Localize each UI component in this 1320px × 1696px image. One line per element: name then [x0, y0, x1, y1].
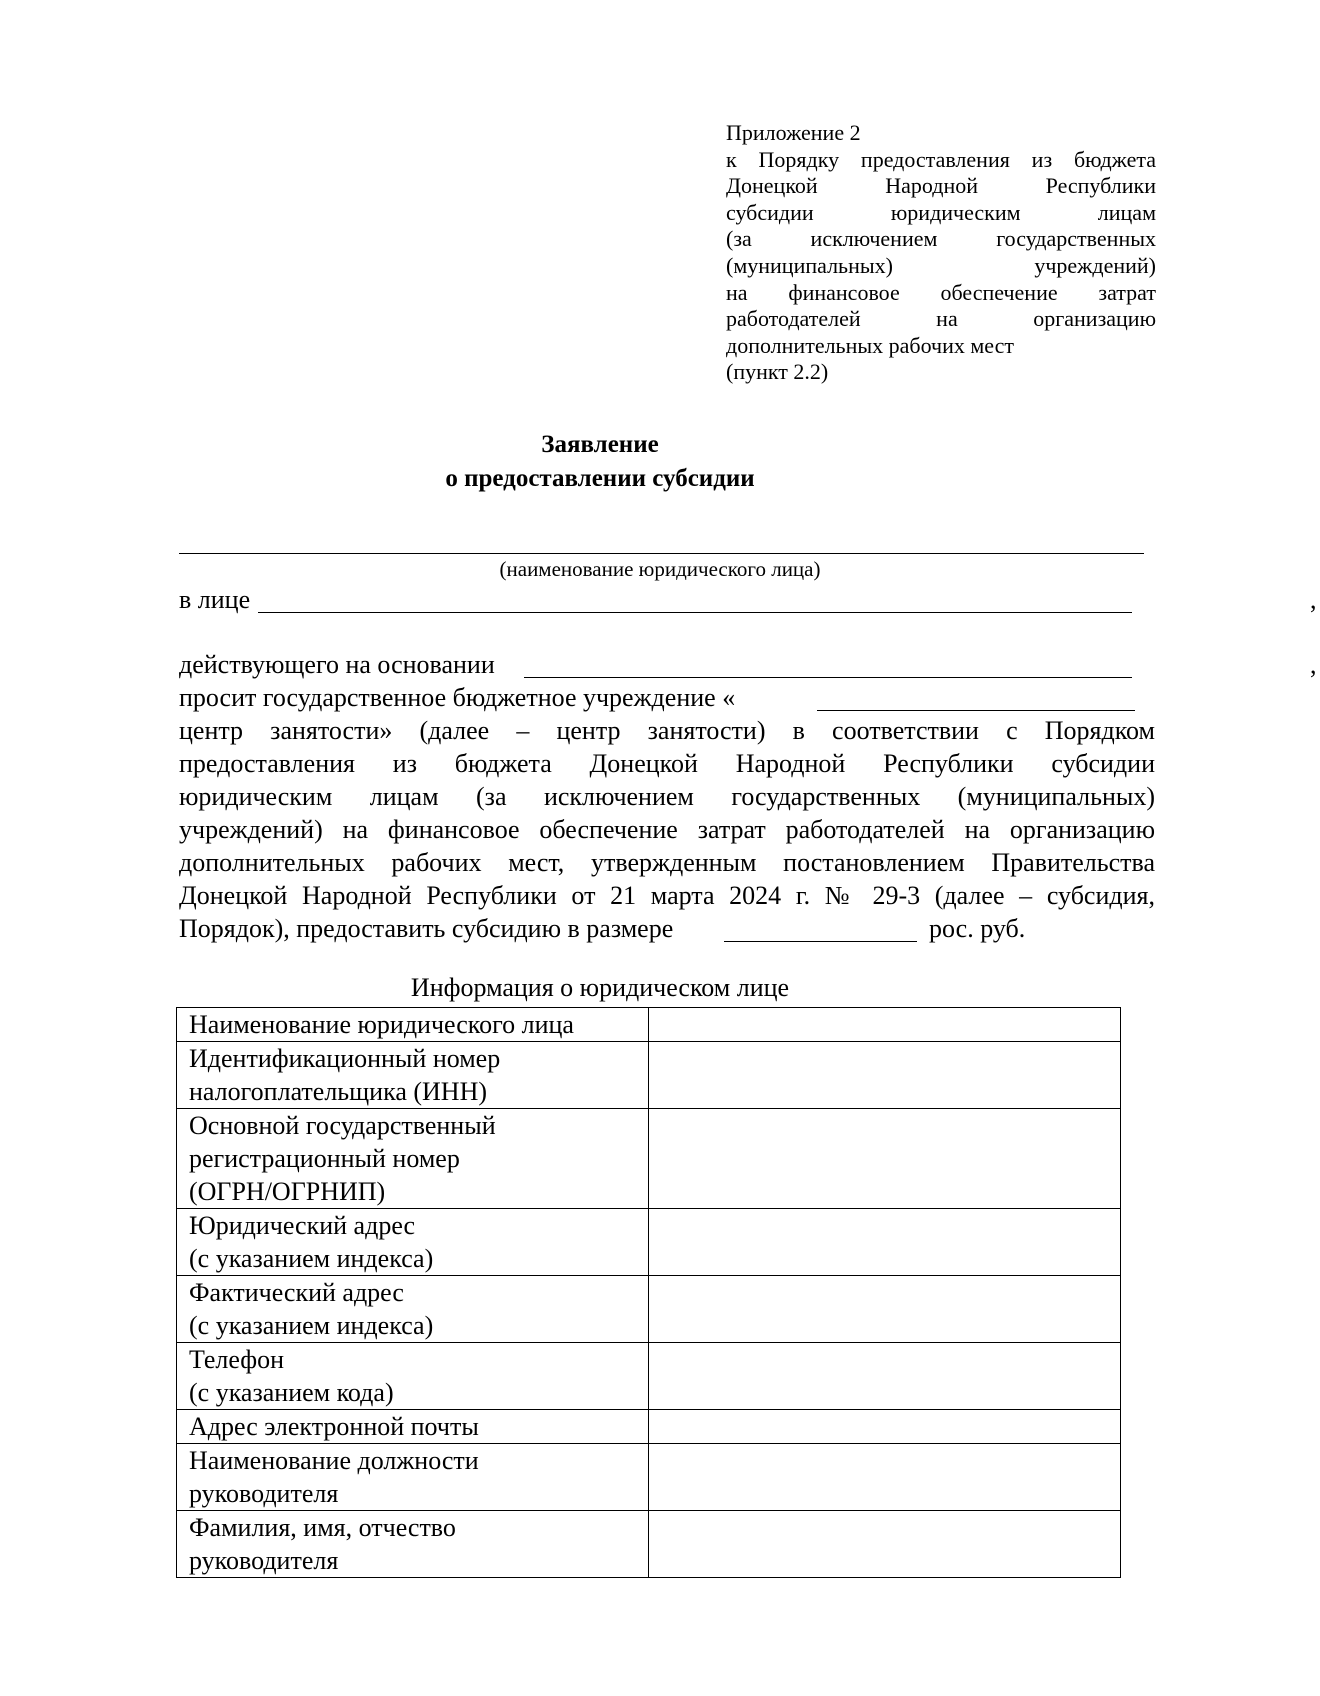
table-value-cell[interactable] [649, 1410, 1121, 1444]
appendix-line: к Порядку предоставления из бюджета [726, 146, 1156, 172]
table-row [177, 1109, 1121, 1209]
document-subtitle: о предоставлении субсидии [445, 465, 755, 492]
appendix-line: работодателей на организацию [726, 306, 1156, 332]
acting-basis-label: действующего на основании [179, 650, 495, 679]
table-value-cell[interactable] [649, 1444, 1121, 1511]
table-label-cell [177, 1444, 649, 1511]
currency-label: рос. руб. [929, 914, 1026, 943]
table-label-cell [177, 1109, 649, 1209]
table-label-cell [177, 1276, 649, 1343]
body-line-last [179, 912, 1155, 945]
appendix-line: Донецкой Народной Республики [726, 173, 1156, 199]
table-label-text: Телефон [189, 1345, 285, 1374]
appendix-line: (муниципальных) учреждений) [726, 252, 1156, 278]
acting-basis-line[interactable] [524, 677, 1132, 678]
table-value-cell[interactable] [649, 1008, 1121, 1042]
table-label-text: Основной государственный [189, 1111, 496, 1140]
table-value-cell[interactable] [649, 1511, 1121, 1578]
table-row [177, 1444, 1121, 1511]
represented-by-label: в лице [179, 585, 251, 614]
appendix-line: на финансовое обеспечение затрат [726, 279, 1156, 305]
table-label-text: (ОГРН/ОГРНИП) [189, 1177, 386, 1206]
table-label-text: Фактический адрес [189, 1278, 404, 1307]
employment-center-name-line[interactable] [817, 710, 1135, 711]
body-text: Порядок), предоставить субсидию в размере [179, 914, 674, 943]
table-row [177, 1209, 1121, 1276]
table-value-cell[interactable] [649, 1042, 1121, 1109]
table-value-cell[interactable] [649, 1343, 1121, 1410]
table-label-text: (с указанием индекса) [189, 1244, 434, 1273]
appendix-line: дополнительных рабочих мест [726, 332, 1014, 358]
table-label-text: налогоплательщика (ИНН) [189, 1077, 488, 1106]
table-label-text: руководителя [189, 1479, 339, 1508]
table-value-cell[interactable] [649, 1109, 1121, 1209]
table-value-cell[interactable] [649, 1276, 1121, 1343]
body-line: центр занятости» (далее – центр занятости) в соответствии с Порядком [179, 716, 1155, 745]
table-row [177, 1042, 1121, 1109]
body-line: учреждений) на финансовое обеспечение затрат работодателей на организацию [179, 815, 1155, 844]
table-label-cell [177, 1209, 649, 1276]
table-row [177, 1410, 1121, 1444]
table-row [177, 1008, 1121, 1042]
table-label-cell [177, 1042, 649, 1109]
appendix-line: (за исключением государственных [726, 226, 1156, 252]
table-label-text: руководителя [189, 1546, 339, 1575]
body-text: просит государственное бюджетное учреждение « [179, 683, 736, 712]
table-label-cell [177, 1343, 649, 1410]
table-row [177, 1276, 1121, 1343]
table-label-text: регистрационный номер [189, 1144, 460, 1173]
table-label-text: Наименование должности [189, 1446, 479, 1475]
body-line: Донецкой Народной Республики от 21 марта 2024 г. № 29-3 (далее – субсидия, [179, 881, 1155, 910]
legal-entity-info-table [176, 1007, 1121, 1578]
table-label-text: (с указанием индекса) [189, 1311, 434, 1340]
legal-entity-name-line[interactable] [179, 553, 1144, 554]
appendix-line: Приложение 2 [726, 120, 861, 145]
appendix-line: (пункт 2.2) [726, 359, 829, 385]
table-row [177, 1511, 1121, 1578]
table-label-text: Юридический адрес [189, 1211, 416, 1240]
table-value-cell[interactable] [649, 1209, 1121, 1276]
body-line: дополнительных рабочих мест, утвержденным постановлением Правительства [179, 848, 1155, 877]
table-label-text: Адрес электронной почты [189, 1412, 479, 1441]
table-label-text: Фамилия, имя, отчество [189, 1513, 456, 1542]
appendix-line: субсидии юридическим лицам [726, 199, 1156, 225]
body-line: юридическим лицам (за исключением государственных (муниципальных) [179, 782, 1155, 811]
represented-by-line[interactable] [258, 612, 1132, 613]
appendix-block [726, 120, 1156, 386]
table-label-text: Идентификационный номер [189, 1044, 501, 1073]
subsidy-amount-line[interactable] [724, 941, 917, 942]
table-label-cell [177, 1008, 649, 1042]
comma: , [1310, 585, 1317, 614]
body-line: предоставления из бюджета Донецкой Народной Республики субсидии [179, 749, 1155, 778]
table-label-text: Наименование юридического лица [189, 1010, 574, 1039]
table-caption: Информация о юридическом лице [410, 973, 790, 1002]
document-title: Заявление [541, 431, 659, 458]
comma: , [1310, 650, 1317, 679]
legal-entity-caption: (наименование юридического лица) [499, 557, 821, 581]
table-row [177, 1343, 1121, 1410]
table-label-text: (с указанием кода) [189, 1378, 394, 1407]
table-label-cell [177, 1410, 649, 1444]
table-label-cell [177, 1511, 649, 1578]
